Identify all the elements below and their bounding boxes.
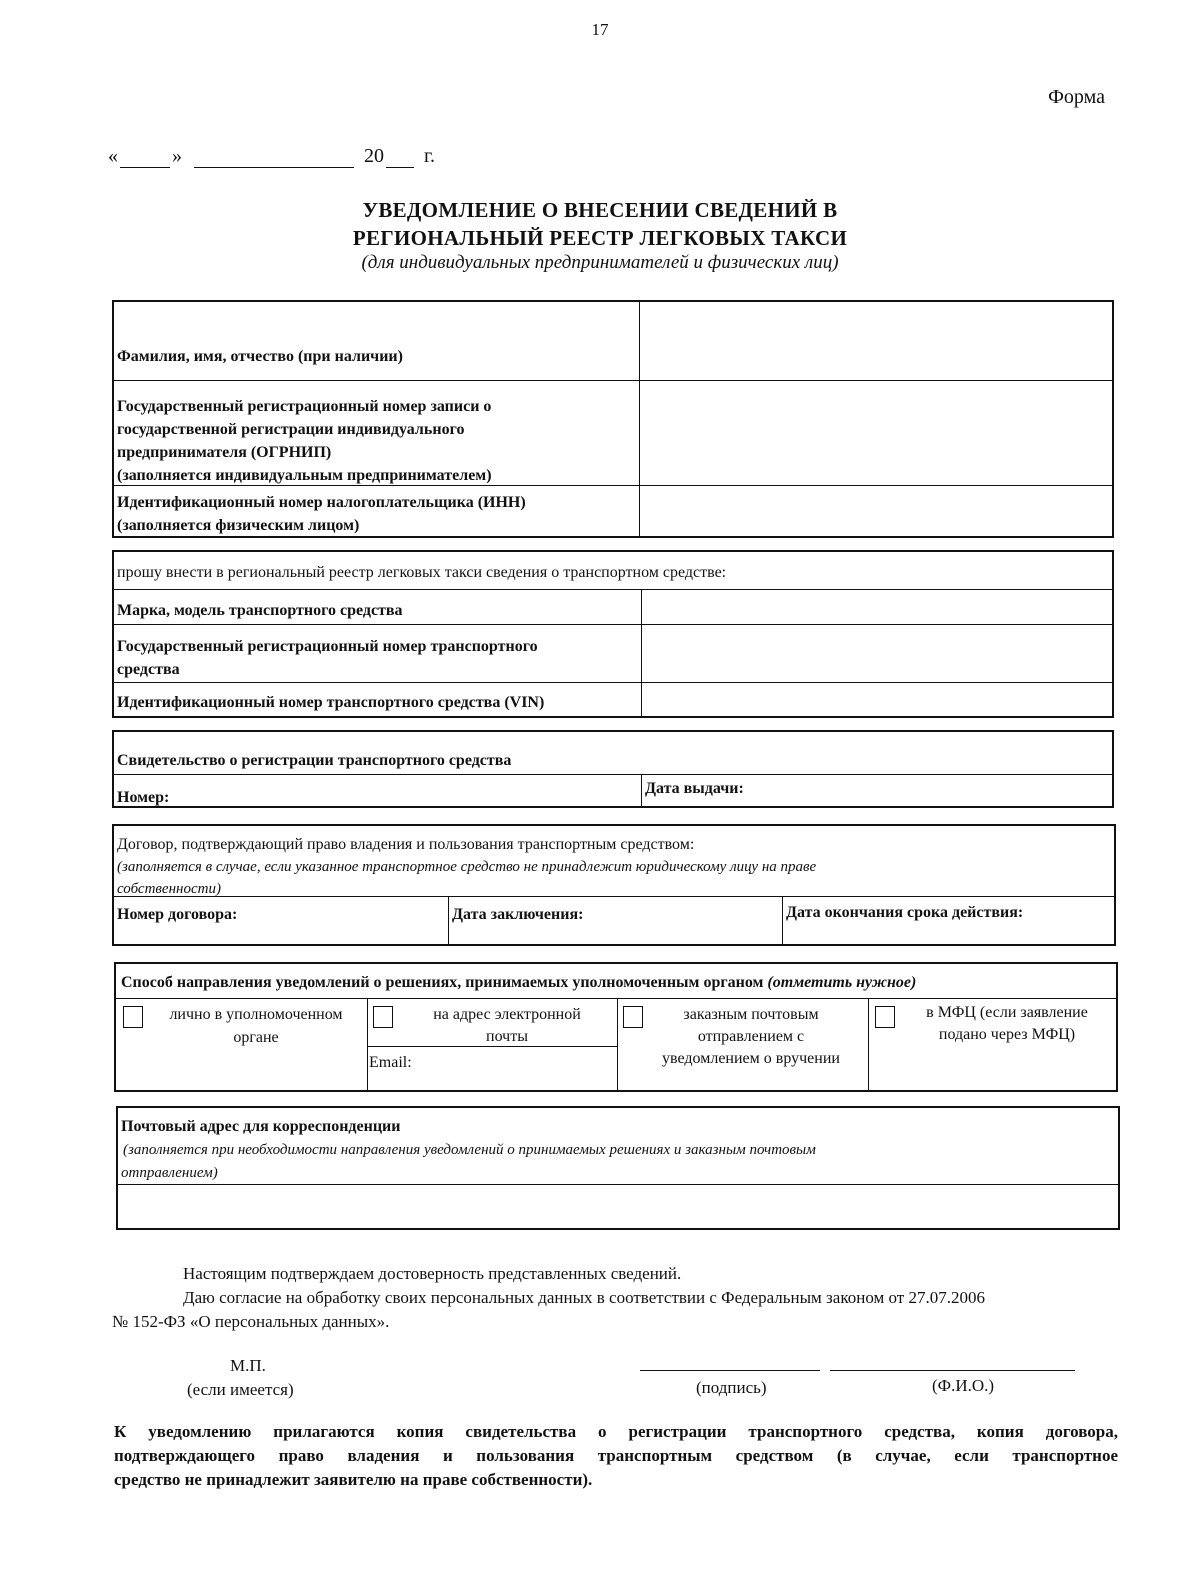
stamp-note: (если имеется) (187, 1380, 294, 1399)
opt-email-1: на адрес электронной (433, 1006, 581, 1023)
ogrnip-label-2: государственной регистрации индивидуального (117, 421, 465, 438)
form-label: Форма (1048, 86, 1105, 108)
signature-line[interactable] (640, 1370, 820, 1371)
opt-in-person-1: лично в уполномоченном (169, 1006, 343, 1023)
ogrnip-label-3: предпринимателя (ОГРНИП) (117, 444, 332, 461)
opt-in-person-2: органе (233, 1029, 279, 1046)
opt-mfc-2: подано через МФЦ) (938, 1026, 1076, 1043)
reg-number-input[interactable] (643, 625, 1111, 682)
opt-mfc-1: в МФЦ (если заявление (926, 1004, 1088, 1021)
contract-title: Договор, подтверждающий право владения и пользования транспортным средством: (117, 836, 695, 853)
checkbox-email[interactable] (373, 1006, 393, 1028)
attachments-text-2: подтверждающего право владения и пользования транспортным средством (в случае, если транспортное (114, 1446, 1118, 1465)
make-model-label: Марка, модель транспортного средства (117, 602, 403, 619)
vin-label: Идентификационный номер транспортного средства (VIN) (117, 694, 545, 711)
page-number: 17 (591, 20, 609, 39)
fio-line[interactable] (830, 1370, 1075, 1371)
year-field[interactable] (386, 149, 414, 168)
signature-label: (подпись) (696, 1378, 767, 1397)
certificate-number-label[interactable]: Номер: (117, 789, 170, 806)
month-field[interactable] (194, 149, 354, 168)
consent-text-1: Даю согласие на обработку своих персональных данных в соответствии с Федеральным законом от 27.07.2006 (183, 1288, 985, 1307)
vehicle-request-text: прошу внести в региональный реестр легковых такси сведения о транспортном средстве: (117, 564, 727, 581)
checkbox-in-person[interactable] (123, 1006, 143, 1028)
fio-input[interactable] (641, 302, 1111, 380)
subtitle: (для индивидуальных предпринимателей и физических лиц) (361, 252, 839, 273)
certificate-table (112, 730, 1114, 808)
ogrnip-input[interactable] (641, 381, 1111, 485)
reg-number-label-2: средства (117, 661, 180, 678)
ogrnip-label-1: Государственный регистрационный номер записи о (117, 398, 492, 415)
attachments-text-3: средство не принадлежит заявителю на праве собственности). (114, 1470, 593, 1489)
notify-table (114, 962, 1118, 1092)
certificate-title: Свидетельство о регистрации транспортного средства (117, 752, 512, 769)
notify-title-note: (отметить нужное) (767, 974, 917, 991)
postal-note-1: (заполняется при необходимости направления уведомлений о принимаемых решениях и заказным почтовым (123, 1142, 816, 1158)
opt-mail-2: отправлением с (697, 1028, 805, 1045)
applicant-table (112, 300, 1114, 538)
date-close-quote: » (172, 145, 182, 167)
contract-note-1: (заполняется в случае, если указанное транспортное средство не принадлежит юридическому лицу на праве (117, 859, 817, 875)
vehicle-table (112, 550, 1114, 718)
postal-note-2: отправлением) (121, 1165, 218, 1181)
fio-label: Фамилия, имя, отчество (при наличии) (117, 348, 403, 365)
contract-note-2: собственности) (117, 881, 221, 897)
opt-email-2: почты (486, 1028, 528, 1045)
postal-table (116, 1106, 1120, 1230)
year-suffix: г. (424, 145, 435, 167)
reg-number-label-1: Государственный регистрационный номер транспортного (117, 638, 538, 655)
consent-text-2: № 152-ФЗ «О персональных данных». (112, 1312, 390, 1331)
attachments-text-1: К уведомлению прилагаются копия свидетельства о регистрации транспортного средства, копия договора, (114, 1422, 1118, 1441)
fio-sign-label: (Ф.И.О.) (932, 1376, 995, 1395)
postal-address-input[interactable] (118, 1185, 1118, 1228)
ogrnip-label-4: (заполняется индивидуальным предпринимателем) (117, 467, 492, 484)
postal-title: Почтовый адрес для корреспонденции (121, 1118, 401, 1135)
contract-expiry-label[interactable]: Дата окончания срока действия: (786, 904, 1024, 921)
title-line-2: РЕГИОНАЛЬНЫЙ РЕЕСТР ЛЕГКОВЫХ ТАКСИ (352, 226, 848, 250)
checkbox-mfc[interactable] (875, 1006, 895, 1028)
notify-title: Способ направления уведомлений о решениях, принимаемых уполномоченным органом (121, 974, 764, 991)
inn-label-2: (заполняется физическим лицом) (117, 517, 360, 534)
confirm-text: Настоящим подтверждаем достоверность представленных сведений. (183, 1264, 682, 1283)
date-line (108, 145, 435, 168)
contract-date-label[interactable]: Дата заключения: (452, 906, 584, 923)
notify-title-wrap (121, 972, 916, 994)
inn-label-1: Идентификационный номер налогоплательщика (ИНН) (117, 494, 526, 511)
opt-mail-3: уведомлением о вручении (662, 1050, 840, 1067)
day-field[interactable] (120, 149, 170, 168)
date-open-quote: « (108, 145, 118, 167)
title-line-1: УВЕДОМЛЕНИЕ О ВНЕСЕНИИ СВЕДЕНИЙ В (362, 198, 838, 222)
contract-table (112, 824, 1116, 946)
vin-input[interactable] (643, 683, 1111, 717)
email-label[interactable]: Email: (369, 1054, 412, 1071)
opt-mail-1: заказным почтовым (683, 1006, 819, 1023)
year-prefix: 20 (364, 145, 384, 167)
stamp-label: М.П. (230, 1356, 266, 1375)
contract-number-label[interactable]: Номер договора: (117, 906, 238, 923)
make-model-input[interactable] (643, 590, 1111, 624)
inn-input[interactable] (641, 486, 1111, 536)
certificate-issue-date-label[interactable]: Дата выдачи: (645, 780, 744, 797)
